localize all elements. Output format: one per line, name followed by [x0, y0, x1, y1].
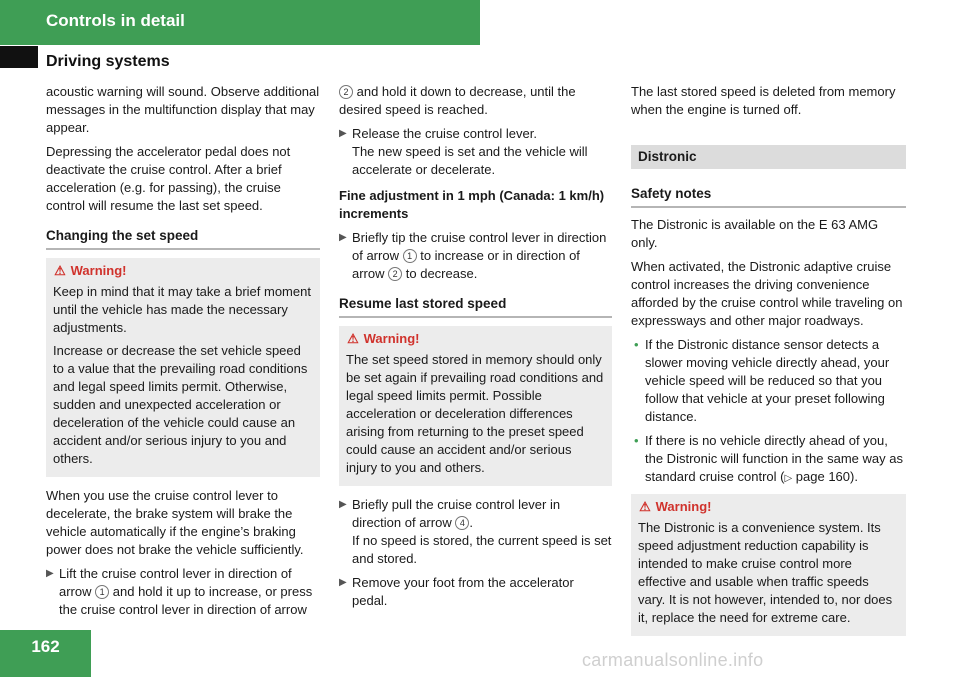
step-text: and hold it up to increase, or press the cruise control lever in direction of arrow	[59, 584, 313, 617]
paragraph	[339, 83, 612, 119]
warning-box	[339, 326, 612, 486]
bullet-item	[631, 432, 906, 488]
paragraph: The last stored speed is deleted from memory when the engine is turned off.	[631, 84, 896, 117]
instruction-step	[339, 229, 612, 283]
step-result-text: If no speed is stored, the current speed is set and stored.	[352, 533, 612, 566]
chapter-title: Controls in detail	[46, 11, 185, 30]
bullet-item	[631, 336, 906, 426]
section-heading: Resume last stored speed	[339, 295, 612, 318]
arrow-number-marker: 1	[403, 249, 417, 263]
step-text: Lift the cruise control lever in direction of arrow	[59, 566, 292, 599]
step-text: Release the cruise control lever.	[352, 126, 537, 141]
step-arrow-icon: ▶	[339, 232, 347, 243]
subheading: Fine adjustment in 1 mph (Canada: 1 km/h) increments	[339, 188, 605, 221]
warning-title	[638, 498, 899, 516]
warning-title-text: Warning!	[70, 263, 127, 278]
bullet-dot-icon: •	[634, 337, 639, 352]
arrow-number-marker: 1	[95, 585, 109, 599]
section-title: Driving systems	[46, 53, 170, 70]
step-text: Briefly tip the cruise control lever in direction of arrow	[352, 230, 607, 263]
warning-title	[346, 330, 605, 348]
column-2	[339, 83, 612, 616]
paragraph: When you use the cruise control lever to decelerate, the brake system will brake the vehicle automatically if the engine’s braking power does not brake the vehicle sufficiently.	[46, 488, 304, 557]
warning-title	[53, 262, 313, 280]
warning-box	[631, 494, 906, 636]
step-text: to decrease.	[405, 266, 478, 281]
paragraph-text: and hold it down to decrease, until the desired speed is reached.	[339, 84, 576, 117]
column-3	[631, 83, 906, 646]
step-arrow-icon: ▶	[339, 128, 347, 139]
step-text: Briefly pull the cruise control lever in direction of arrow	[352, 497, 561, 530]
paragraph: acoustic warning will sound. Observe additional messages in the multifunction display that may appear.	[46, 84, 320, 135]
step-arrow-icon: ▶	[46, 568, 54, 579]
warning-text: The set speed stored in memory should only be set again if prevailing road conditions and legal speed limits permit. Possible acceleration or deceleration differences arising from returning to the preset speed could cause an accident and/or serious injury to you and others.	[346, 352, 604, 475]
warning-triangle-icon: ⚠	[54, 263, 66, 278]
section-band-distronic: Distronic	[631, 145, 906, 169]
warning-text: The Distronic is a convenience system. Its speed adjustment reduction capability is intended to make cruise control more effective and usable when traffic speeds vary. It is not however, intended to, nor does it, replace the need for extreme care.	[638, 520, 893, 625]
step-text: Remove your foot from the accelerator pedal.	[352, 575, 574, 608]
page-number: 162	[31, 637, 60, 656]
warning-triangle-icon: ⚠	[639, 499, 651, 514]
section-heading: Safety notes	[631, 185, 906, 208]
instruction-step	[339, 574, 612, 610]
warning-text: Keep in mind that it may take a brief moment until the vehicle has made the necessary adjustments.	[53, 284, 311, 335]
arrow-number-marker: 2	[388, 267, 402, 281]
warning-text: Increase or decrease the set vehicle speed to a value that the prevailing road conditions and legal speed limits permit. Otherwise, sudden and unexpected acceleration or deceleration of the vehicle could cause an accident and/or serious injury to you and others.	[53, 343, 308, 466]
step-text: to increase or in direction of arrow	[352, 248, 580, 281]
warning-title-text: Warning!	[363, 331, 420, 346]
bullet-text: If there is no vehicle directly ahead of you, the Distronic will function in the same way as standard cruise control (	[645, 433, 903, 484]
warning-title-text: Warning!	[655, 499, 712, 514]
instruction-step: ▶ Briefly pull the cruise control lever in direction of arrow 4 . If no speed is stored, the current speed is set and stored.	[339, 497, 612, 566]
bullet-dot-icon: •	[634, 433, 639, 448]
warning-box	[46, 258, 320, 477]
instruction-step	[339, 125, 612, 179]
section-tab-marker	[0, 46, 38, 68]
column-1	[46, 83, 320, 625]
step-arrow-icon: ▶	[339, 499, 347, 510]
step-arrow-icon: ▶	[339, 577, 347, 588]
section-heading: Changing the set speed	[46, 227, 320, 250]
arrow-number-marker: 2	[339, 85, 353, 99]
paragraph: The Distronic is available on the E 63 AMG only.	[631, 217, 879, 250]
paragraph: When activated, the Distronic adaptive cruise control increases the driving convenience afforded by the cruise control while traveling on expressways and other major roadways.	[631, 259, 903, 328]
page-reference-icon: ▷	[784, 473, 793, 484]
paragraph: Depressing the accelerator pedal does not deactivate the cruise control. After a brief acceleration (e.g. for passing), the cruise control will resume the last set speed.	[46, 144, 291, 213]
arrow-number-marker: 4	[455, 516, 469, 530]
step-result-text: The new speed is set and the vehicle will accelerate or decelerate.	[352, 144, 588, 177]
watermark: carmanualsonline.info	[582, 650, 764, 670]
page-reference-text: page 160).	[795, 469, 858, 484]
bullet-text: If the Distronic distance sensor detects a slower moving vehicle directly ahead, your vehicle speed will be reduced so that you follow that vehicle at your preset following distance.	[645, 337, 890, 424]
warning-triangle-icon: ⚠	[347, 331, 359, 346]
instruction-step	[46, 565, 320, 619]
